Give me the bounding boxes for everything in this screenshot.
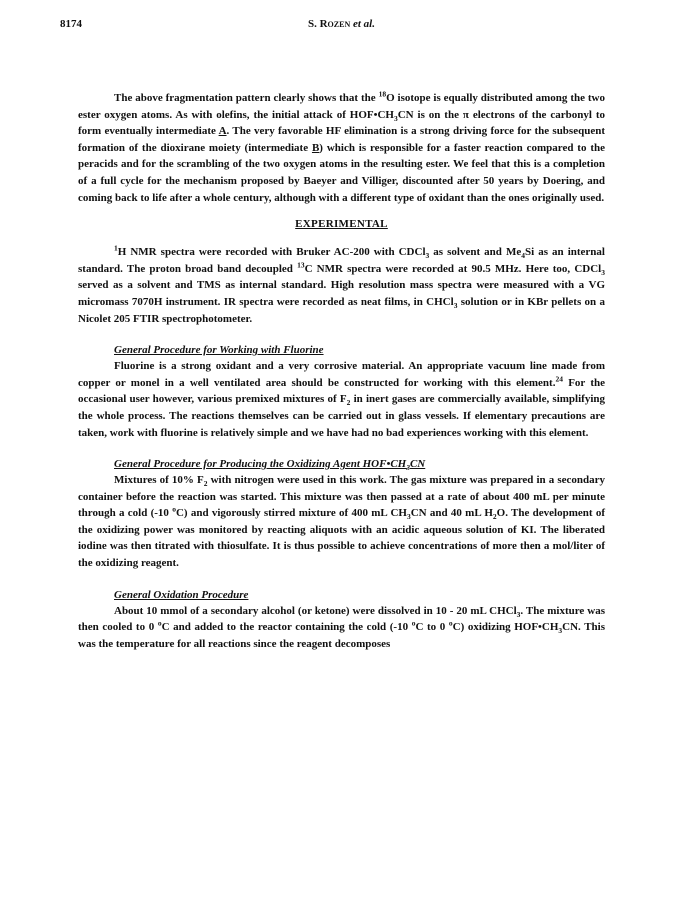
subscript: 3 [453, 301, 458, 311]
text: solution or in KBr pellets on a Nicolet 205 FTIR spectrophotometer. [78, 295, 605, 325]
text: with nitrogen were used in this work. The gas mixture was prepared in a secondary container before the reaction was started. This mixture was then passed at a rate of about 400 mL per minute through a cold (-10 [78, 474, 605, 520]
intermediate-a-label: A [218, 125, 227, 138]
text: C NMR spectra were recorded at 90.5 MHz. Here too, CDCl [304, 262, 602, 275]
text: O isotope is equally distributed among the two ester oxygen atoms. As with olefins, the initial attack of HOF•CH [78, 92, 605, 121]
paragraph-fluorine [78, 358, 605, 441]
superscript: 1 [114, 243, 118, 253]
subscript: 2 [203, 479, 208, 489]
text: CN. This was the temperature for all reactions since the reagent decomposes [78, 621, 606, 650]
superscript: o [448, 618, 453, 628]
page-header [60, 18, 623, 34]
running-head [60, 18, 623, 30]
section-heading-experimental: EXPERIMENTAL [295, 218, 388, 231]
text: . The very favorable HF elimination is a strong driving force for the subsequent formation of the dioxirane moiety (intermediate [78, 125, 605, 154]
text: About 10 mmol of a secondary alcohol (or ketone) were dissolved in 10 - 20 mL CHCl [114, 604, 517, 617]
subscript: 3 [601, 267, 605, 277]
page-number: 8174 [60, 18, 82, 30]
subscript: 2 [492, 512, 497, 522]
subscript: 3 [406, 512, 411, 522]
text: served as a solvent and TMS as internal standard. High resolution mass spectra were measured with a VG micromass 7070H instrument. IR spectra were recorded as neat films, in CHCl [78, 279, 605, 308]
subscript: 3 [393, 113, 398, 123]
text: as solvent and Me [429, 246, 522, 259]
text: CN [409, 458, 426, 471]
superscript: o [157, 618, 162, 628]
text: General Procedure for Producing the Oxidizing Agent HOF•CH [114, 458, 407, 471]
text: For the occasional user however, various premixed mixtures of F [78, 376, 605, 406]
text: CN and 40 mL H [410, 507, 493, 520]
text: . The mixture was then cooled to 0 [78, 604, 605, 634]
text: ) which is responsible for a faster reaction compared to the peracids and for the scrambling of the two oxygen atoms in the resulting ester. We feel that this is a completion of a full cycle for the mechanism proposed by Baeyer and Villiger, discounted after 50 years by Doering, and coming back to life after a whole century, although with a different type of oxidant than the ones originally used. [78, 141, 605, 204]
subscript: 3 [406, 463, 410, 473]
subscript: 2 [346, 398, 351, 408]
text: CN is on the π electrons of the carbonyl to form eventually intermediate [78, 108, 605, 138]
text: C) oxidizing HOF•CH [452, 621, 559, 634]
paragraph-oxidation-procedure [78, 603, 605, 653]
intermediate-b-label: B [311, 141, 320, 154]
subscript: 3 [425, 251, 430, 261]
superscript: o [411, 618, 416, 628]
text: C) and vigorously stirred mixture of 400 mL CH [175, 507, 407, 520]
text: Si as an internal standard. The proton broad band decoupled [78, 246, 605, 275]
superscript: 18 [378, 89, 387, 99]
body-text [78, 90, 605, 652]
text: C to 0 [415, 621, 449, 634]
text: Mixtures of 10% F [114, 474, 204, 487]
text: Fluorine is a strong oxidant and a very corrosive material. An appropriate vacuum line made from copper or monel in a well ventilated area should be constructed for working with this element. [78, 360, 605, 389]
text: in inert gases are commercially available, simplifying the whole process. The reactions themselves can be carried out in glass vessels. If elementary precautions are taken, work with fluorine is relatively simple and we have had no bad experiences working with this element. [78, 393, 605, 439]
text: O. The development of the oxidizing power was monitored by reacting aliquots with an acidic aqueous solution of KI. The liberated iodine was then titrated with thiosulfate. It is thus possible to achieve concentrations of more then a mol/liter of the oxidizing reagent. [78, 507, 605, 570]
text: C and added to the reactor containing the cold (-10 [161, 621, 412, 634]
reference-superscript: 24 [555, 374, 563, 384]
subscript: 3 [558, 626, 563, 636]
subheading-oxidation-procedure: General Oxidation Procedure [114, 588, 249, 601]
superscript: 13 [297, 260, 305, 270]
subscript: 4 [521, 251, 525, 261]
subheading-fluorine: General Procedure for Working with Fluorine [114, 344, 324, 357]
superscript: o [172, 504, 176, 514]
subscript: 3 [516, 609, 521, 619]
text: H NMR spectra were recorded with Bruker AC-200 with CDCl [117, 246, 426, 259]
running-head-author: S. Rozen [308, 18, 351, 30]
paragraph-oxidizing-agent [78, 472, 605, 572]
running-head-et-al: et al. [350, 18, 375, 30]
subheading-oxidizing-agent [114, 456, 605, 472]
paragraph-fragmentation [78, 90, 605, 206]
text: The above fragmentation pattern clearly shows that the [114, 92, 379, 104]
paragraph-instrumentation [78, 244, 605, 327]
